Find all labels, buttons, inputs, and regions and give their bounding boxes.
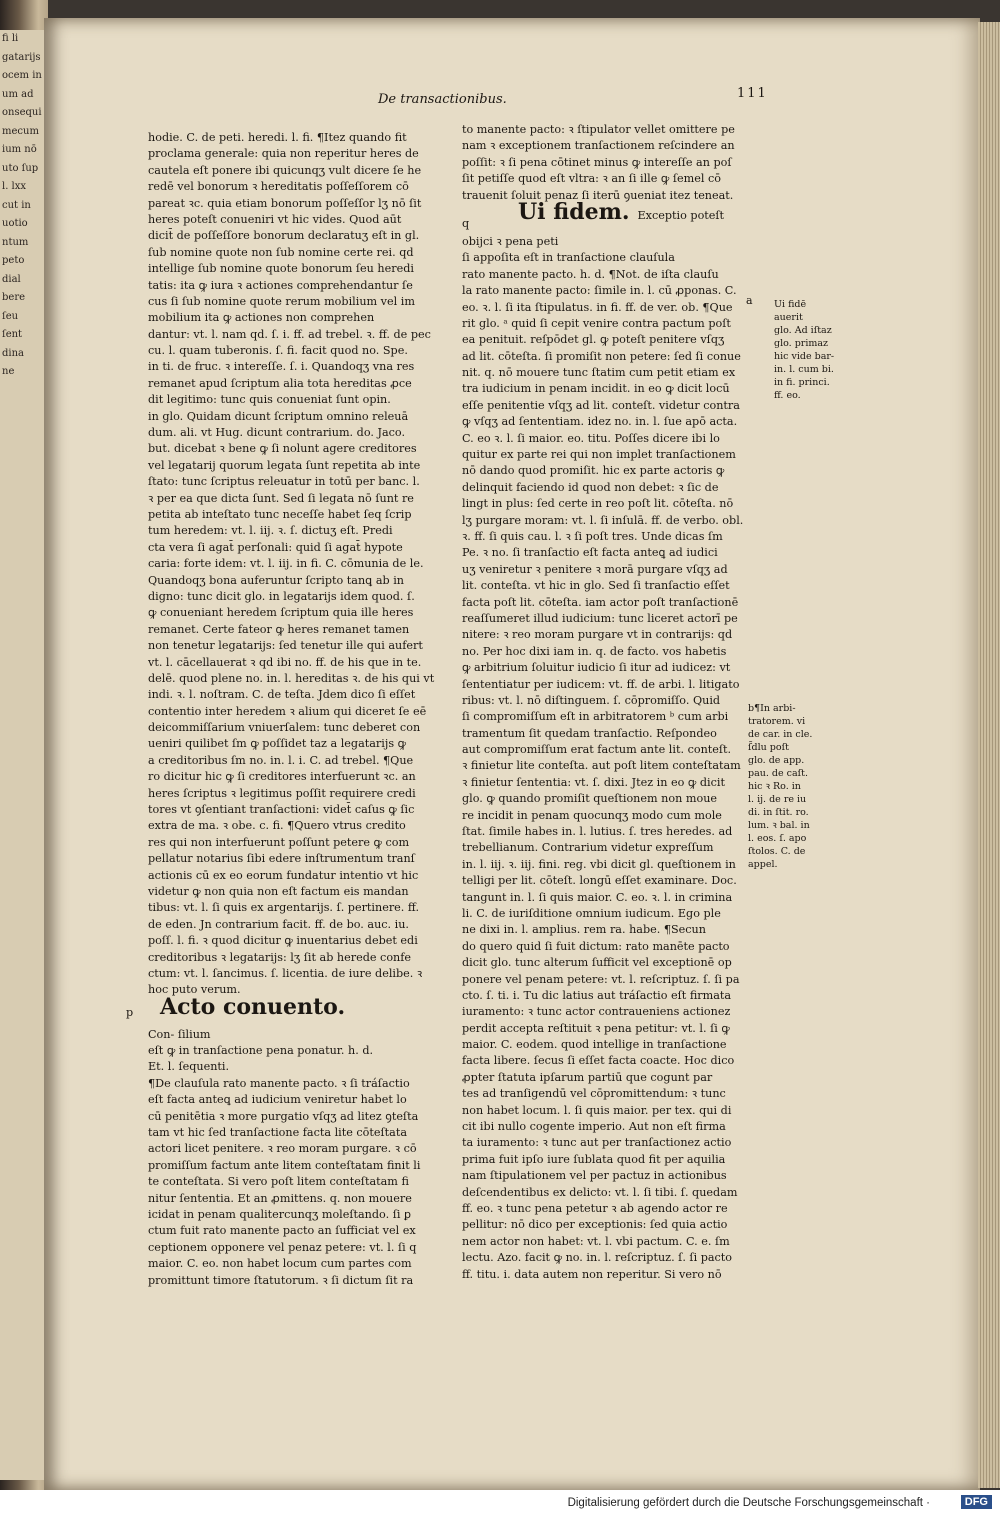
text-line: ꝙ vſqʒ ad ſententiam. idez no. in. l. ſue apō acta. [462,415,738,429]
left-page-line: um ad [2,88,34,100]
left-page-line: ſeu [2,310,19,322]
margin-note-line: glo. Ad iſtaz [774,325,832,336]
text-line: ꝛ per ea que dicta ſunt. Sed ſi legata nō ſunt re [148,491,414,505]
text-line: rit glo. ᵃ quid ſi cepit venire contra pactum poſt [462,316,731,330]
text-line: icidat in penam qualitercunqʒ moleſtando. ſi ꝑ [148,1208,412,1221]
text-line: cit ibi nullo cogente imperio. Aut non eſt firma [462,1120,726,1134]
text-line: ꝙ arbitrium ſoluitur iudicio ſi itur ad iudicez: vt [462,661,731,675]
text-line: rato manente pacto. h. d. ¶Not. de iſta clauſu [462,267,719,281]
text-line: aut compromiſſum erat factum ante lit. conteſt. [462,743,732,757]
text-line: heres ſcriptus ꝛ legitimus poſſit requirere credi [148,786,416,800]
text-line: iuramento: ꝛ tunc actor contraueniens actionez [462,1005,731,1019]
text-line: glo. ꝙ quando promiſit queſtionem non moue [462,792,718,806]
page-edge-stack [978,22,1000,1488]
left-page-line: ntum [2,236,29,248]
heading-side-text: Exceptio poteſt [637,208,725,222]
text-line: ff. titu. i. data autem non reperitur. Si vero nō [462,1267,722,1281]
text-line: eo. ꝛ. l. ſi ita ſtipulatus. in fi. ff. de ver. ob. ¶Que [462,300,733,314]
text-line: ff. eo. ꝛ tunc pena petetur ꝛ ab agendo actor re [462,1202,728,1215]
margin-note-line: ſtolos. C. de [748,846,806,857]
left-page-line: fi li [2,33,19,44]
column-right [462,122,743,1283]
text-line: do quero quid ſi fuit dictum: rato manēte pacto [462,939,730,953]
text-line: dicit̄ de poſſeſſore bonorum declaratuʒ eſt in gl. [148,229,420,243]
text-line: ſi appoſita eſt in tranſactione clauſula [462,251,675,265]
text-line: dicit glo. tunc alterum ſufficit vel exceptionē op [462,956,732,970]
text-line: telligi per lit. cōteſt. longū eſſet examinare. Doc. [462,874,737,888]
text-line: Quandoqʒ bona auferuntur ſcripto tanꝗ ab in [148,573,404,587]
text-line: ta iuramento: ꝛ tunc aut per tranſactionez actio [462,1136,732,1150]
margin-note-line: di. in ſtit. ro. [748,807,809,818]
text-line: re incidit in penam quocunqʒ modo cum mole [462,808,722,822]
margin-note-line: de car. in cle. [748,729,813,740]
text-line: uʒ veniretur ꝛ penitere ꝛ morā purgare vſqʒ ad [462,562,728,576]
text-line: ſit petiſſe quod eſt vltra: ꝛ an ſi ille ꝙ ſemel cō [462,172,722,186]
left-page-line: peto [2,255,25,266]
text-line: Et. l. ſequenti. [148,1060,230,1074]
text-line: ſententiatur per iudicem: vt. ff. de arbi. l. litigato [462,677,740,691]
section-marker: q [462,216,470,230]
margin-note-a [774,298,834,402]
text-line: hoc puto verum. [148,983,241,997]
text-line: heres poteſt conueniri vt hic vides. Quod aūt [148,212,402,226]
text-line: hodie. C. de peti. heredi. l. fi. ¶Itez quando fit [148,131,407,144]
text-line: nitere: ꝛ reo moram purgare vt in contrarijs: qd [462,628,733,642]
text-line: vel legatarij quorum legata ſunt repetita ab inte [148,458,421,472]
text-line: obijci ꝛ pena peti [462,234,559,248]
text-line: videtur ꝙ non quia non eſt factum eis mandan [148,884,409,898]
text-line: but. dicebat ꝛ bene ꝙ ſi nolunt agere creditores [148,442,417,456]
text-line: pellatur notarius ſibi edere inſtrumentum tranſ [148,852,415,866]
text-line: poſſ. l. fi. ꝛ quod dicitur ꝙ inuentarius debet edi [148,934,418,948]
text-line: delinquit faciendo id quod non debet: ꝛ ſic de [462,480,719,494]
text-line: ꝓpter ſtatuta ipſarum partiū que cogunt par [462,1070,713,1084]
text-line: ꝙ conueniant heredem ſcriptum quia ille heres [148,606,414,620]
margin-note-b [748,702,812,871]
text-line: ꝛ finietur lite conteſta. aut poſt litem conteſtatam [462,759,741,773]
left-page-line: ſent [2,329,23,340]
text-line: ueniri quilibet ſm ꝙ poſſidet taz a legatarijs ꝙ [148,737,407,751]
section-heading: Acto conuento. [160,993,346,1020]
text-line: cto. ſ. ti. i. Tu dic latius aut tráſactio eſt firmata [462,988,732,1002]
text-line: nitur ſententia. Et an ꝓmittens. q. non mouere [148,1191,412,1205]
text-line: nō dando quod promiſit. hic ex parte actoris ꝙ [462,464,725,478]
left-page-line: mecum [2,125,39,137]
text-line: de eden. Jn contrarium facit. ff. de bo. auc. iu. [148,917,409,931]
text-line: pellitur: nō dico per exceptionis: ſed quia actio [462,1218,728,1232]
left-page-line: bere [2,292,26,303]
margin-note-line: Ui fidē [774,299,807,310]
text-line: ea penituit. reſpōdet gl. ꝙ poteſt penitere vſqʒ [462,333,725,347]
text-line: la rato manente pacto: ſimile in. l. cū ꝓponas. C. [462,284,737,298]
text-line: in glo. Quidam dicunt ſcriptum omnino releuā [148,409,409,423]
text-line: tum heredem: vt. l. iij. ꝛ. ſ. dictuʒ eſt. Predi [148,524,393,538]
text-line: quitur ex parte rei qui non implet tranſactionem [462,448,736,462]
text-line: to manente pacto: ꝛ ſtipulator vellet omittere pe [462,123,735,136]
left-page-line: dial [2,273,21,285]
text-line: remanet. Certe fateor ꝙ heres remanet tamen [148,622,410,636]
text-line: facta poſt lit. cōteſta. iam actor poſt tranſactionē [462,595,739,609]
left-page-line: dina [2,347,25,359]
left-page-line: ne [2,366,15,377]
text-line: nam ꝛ exceptionem tranſactionem reſcindere an [462,139,735,153]
text-line: ceptionem opponere vel penaz petere: vt. l. ſi q [148,1240,417,1254]
text-line: ribus: vt. l. nō diſtinguem. ſ. cōpromiſſo. Quid [462,693,721,707]
text-line: in. l. iij. ꝛ. iij. fini. reg. vbi dicit gl. queſtionem in [462,857,736,871]
text-line: cautela eſt ponere ibi quicunqʒ vult dicere ſe he [148,163,422,177]
text-line: a creditoribus ſm no. in. l. i. C. ad trebel. ¶Que [148,753,414,767]
margin-note-line: hic vide bar- [774,351,835,362]
text-line: contentio inter heredem ꝛ alium qui diceret ſe eē [148,704,427,718]
text-line: eſſe penitentie vſqʒ ad lit. conteſt. videtur contra [462,398,740,412]
text-line: tra iudicium in penam incidit. in eo ꝙ dicit locū [462,382,730,396]
text-line: tangunt in. l. ſi quis maior. C. eo. ꝛ. l. in crimina [462,890,733,904]
text-line: eſt facta anteꝗ ad iudicium veniretur habet lo [148,1093,407,1107]
margin-note-line: l. ij. de re iu [748,794,807,805]
text-line: reaſſumeret illud iudicium: tunc liceret actorī pe [462,611,738,625]
text-line: tramentum ſit quedam tranſactio. Reſpondeo [462,726,717,740]
footer-bar [0,1490,1000,1520]
section-marker: p [126,1005,134,1019]
text-line: tibus: vt. l. ſi quis ex argentarijs. ſ. pertinere. ff. [148,901,420,915]
text-line: maior. C. eo. non habet locum cum partes com [148,1257,412,1271]
text-line: no. Per hoc dixi iam in. q. de facto. vos habetis [462,644,727,658]
text-line: promittunt timore ſtatutorum. ꝛ ſi dictum ſit ra [148,1273,414,1287]
text-line: cu. l. quam tuberonis. ſ. fi. facit quod no. Spe. [148,344,408,358]
text-line: nit. q. nō mouere tunc ſtatim cum petit etiam ex [462,366,736,380]
text-line: ctum: vt. l. ſancimus. ſ. licentia. de iure delibe. ꝛ [148,966,423,980]
text-line: deſcendentibus ex delicto: vt. l. ſi tibi. ſ. quedam [462,1185,738,1199]
text-line: ſtato: tunc ſcriptus releuatur in totū per banc. l. [148,475,420,489]
text-line: redē vel bonorum ꝛ hereditatis poſſeſſorem cō [148,180,409,194]
text-line: te conteſtata. Si vero poſt litem conteſtatam fi [148,1175,409,1189]
text-line: ctum fuit rato manente pacto an ſufficiat vel ex [148,1224,416,1238]
text-line: maior. C. eodem. quod intellige in tranſactione [462,1038,727,1052]
text-line: tes ad tranſigendū vel cōpromittendum: ꝛ tunc [462,1087,726,1101]
text-line: remanet apud ſcriptum alia tota hereditas ꝓce [148,376,412,390]
text-line: ponere vel penam petere: vt. l. reſcriptuz. ſ. ſi pa [462,972,740,986]
text-line: perdit accepta reſtituit ꝛ pena petitur: vt. l. ſi ꝙ [462,1021,730,1035]
text-line: proclama generale: quia non reperitur heres de [148,147,419,161]
text-line: pareat ꝛc. quia etiam bonorum poſſeſſor lʒ nō ſit [148,196,422,210]
margin-note-line: in fi. princi. [774,377,830,388]
margin-note-line: lum. ꝛ bal. in [748,820,810,831]
text-line: prima fuit ipſo iure ſublata quod fit per aquilia [462,1152,726,1166]
margin-note-line: pau. de caſt. [748,768,808,779]
text-line: ꝛ. ff. ſi quis cau. l. ꝛ ſi poſt tres. Unde dicas ſm [462,529,723,543]
section-heading-row [126,993,434,1027]
text-line: nam ſtipulationem vel per pactuz in actionibus [462,1169,727,1183]
text-line: cus ſi ſub nomine quote rerum mobilium vel im [148,294,415,308]
margin-note-line: ſ̃dlu poſt [748,742,789,753]
dfg-logo: DFG [961,1495,992,1509]
section-heading: Ui fidem. [518,198,630,225]
text-line: extra de ma. ꝛ obe. c. fi. ¶Quero vtrus credito [148,819,406,833]
margin-note-line: glo. de app. [748,755,805,766]
running-title: De transactionibus. [378,92,507,107]
left-page-line: ocem in [2,70,42,81]
left-page-line: uto ſup [2,162,39,174]
text-line: ꝛ finietur ſententia: vt. ſ. dixi. Jtez in eo ꝙ dicit [462,775,725,789]
left-page-line: ium nō [2,144,37,155]
text-line: non tenetur legatarijs: ſed tenetur ille qui aufert [148,639,423,653]
margin-note-line: auerit [774,312,803,323]
text-line: ro dicitur hic ꝙ ſi creditores interfuerunt ꝛc. an [148,770,416,784]
text-line: caria: forte idem: vt. l. iij. in fi. C. cōmunia de le. [148,557,424,571]
text-line: lʒ purgare moram: vt. l. ſi inſulā. ff. de verbo. obl. [462,513,744,527]
text-line: lit. conteſta. vt hic in glo. Sed ſi tranſactio eſſet [462,579,730,593]
text-line: promiſſum factum ante litem conteſtatam finit li [148,1158,421,1172]
margin-note-line: in. l. cum bi. [774,364,834,375]
text-line: tatis: ita ꝙ iura ꝛ actiones comprehendantur ſe [148,278,413,292]
text-line: actionis cū ex eo eorum fundatur intentio vt hic [148,868,419,882]
text-line: Con- ſilium [148,1027,211,1041]
text-line: trebellianum. Contrarium videtur expreſſum [462,841,714,855]
text-line: non habet locum. l. ſi quis maior. per tex. qui di [462,1103,732,1117]
text-line: ¶De clauſula rato manente pacto. ꝛ ſi tráſactio [148,1076,410,1090]
text-line: Pe. ꝛ no. ſi tranſactio eſt facta anteꝗ ad iudici [462,546,718,560]
text-line: poſſit: ꝛ ſi pena cōtinet minus ꝙ intereſſe an poſ [462,155,732,169]
text-line: tores vt ꝯſentiant tranſactioni: videt̄ caſus ꝙ ſic [148,803,415,817]
text-line: cū penitētia ꝛ more purgatio vſqʒ ad litez ꝯteſta [148,1109,419,1123]
text-line: dum. ali. vt Hug. dicunt contrarium. do. Jaco. [148,426,406,440]
text-line: nem actor non habet: vt. l. vbi pactum. C. e. ſm [462,1234,730,1248]
text-line: trauenit ſoluit penaz ſi iterū ꝯueniat itez teneat. [462,188,734,202]
margin-note-line: appel. [748,859,778,870]
text-line: ſi compromiſſum eſt in arbitratorem ᵇ cum arbi [462,710,729,724]
left-page-fragment [0,30,44,1480]
text-line: petita ab inteſtato tunc neceſſe habet ſeq ſcrip [148,507,412,521]
text-line: facta libere. ſecus ſi eſſet facta coacte. Hoc dico [462,1054,735,1068]
text-line: lingt in plus: ſed certe in reo poſt lit. cōteſta. nō [462,497,734,511]
text-line: lectu. Azo. facit ꝙ no. in. l. reſcriptuz. ſ. ſi pacto [462,1251,733,1265]
text-line: res qui non interfuerunt poſſunt petere ꝙ com [148,835,410,849]
text-line: tam vt hic ſed tranſactione facta lite cōteſtata [148,1126,407,1140]
text-line: delē. quod plene no. in. l. hereditas ꝛ. de his qui vt [148,671,435,685]
margin-note-line: tratorem. vi [748,716,806,727]
text-line: mobilium ita ꝙ actiones non comprehen [148,311,375,325]
margin-marker-a: a [746,294,753,307]
folio-number: 111 [737,86,768,101]
margin-note-line: ff. eo. [774,390,801,401]
text-line: ſtat. ſimile habes in. l. lutius. ſ. tres heredes. ad [462,825,733,839]
text-line: dit legitimo: tunc quis conueniat ſunt opin. [148,393,391,407]
column-left [126,130,435,1289]
left-page-line: gatarijs [2,51,41,63]
text-line: dantur: vt. l. nam qd. ſ. i. ff. ad trebel. ꝛ. ff. de pec [148,327,431,341]
text-line: intellige ſub nomine quote bonorum ſeu heredi [148,262,414,276]
margin-note-line: hic ꝛ Ro. in [748,781,801,792]
margin-note-line: b¶In arbi- [748,703,796,714]
footer-credit: Digitalisierung gefördert durch die Deutsche Forschungsgemeinschaft · [567,1497,930,1509]
left-page-line: l. lxx [2,181,27,192]
text-line: cta vera ſi agat̄ perſonali: quid ſi agat̄ hypote [148,540,403,554]
text-line: eſt ꝙ in tranſactione pena ponatur. h. d. [148,1044,374,1058]
text-line: indi. ꝛ. l. noſtram. C. de teſta. Jdem dico ſi eſſet [148,688,416,702]
text-line: ne dixi in. l. amplius. rem ra. habe. ¶Secun [462,923,706,937]
text-line: digno: tunc dicit glo. in legatarijs idem quod. ſ. [148,589,415,603]
text-line: C. eo ꝛ. l. ſi maior. eo. titu. Poſſes dicere ibi lo [462,431,720,445]
text-line: ſub nomine quote non ſub nomine certe rei. qd [148,245,414,259]
text-line: creditoribus ꝛ legatarijs: lʒ ſit ab herede confe [148,950,412,964]
margin-note-line: l. eos. ſ. apo [748,833,807,844]
text-line: deicommiſſarium vniuerſalem: tunc deberet con [148,721,421,735]
left-page-line: uotio [2,218,28,229]
left-page-line: onsequi [2,107,42,118]
text-line: ad lit. cōteſta. ſi promiſit non petere: ſed ſi conue [462,349,741,363]
section-heading-row [462,198,743,234]
text-line: in ti. de fruc. ꝛ intereſſe. ſ. i. Quandoqʒ vna res [148,360,415,374]
text-line: actori licet penitere. ꝛ reo moram purgare. ꝛ cō [148,1142,417,1156]
margin-note-line: glo. primaz [774,338,829,349]
text-line: li. C. de iuriſditione omnium iudicum. Ego ple [462,906,721,920]
left-page-line: cut in [2,199,31,211]
text-line: vt. l. cācellauerat ꝛ qd ibi no. ff. de his que in te. [148,655,422,669]
